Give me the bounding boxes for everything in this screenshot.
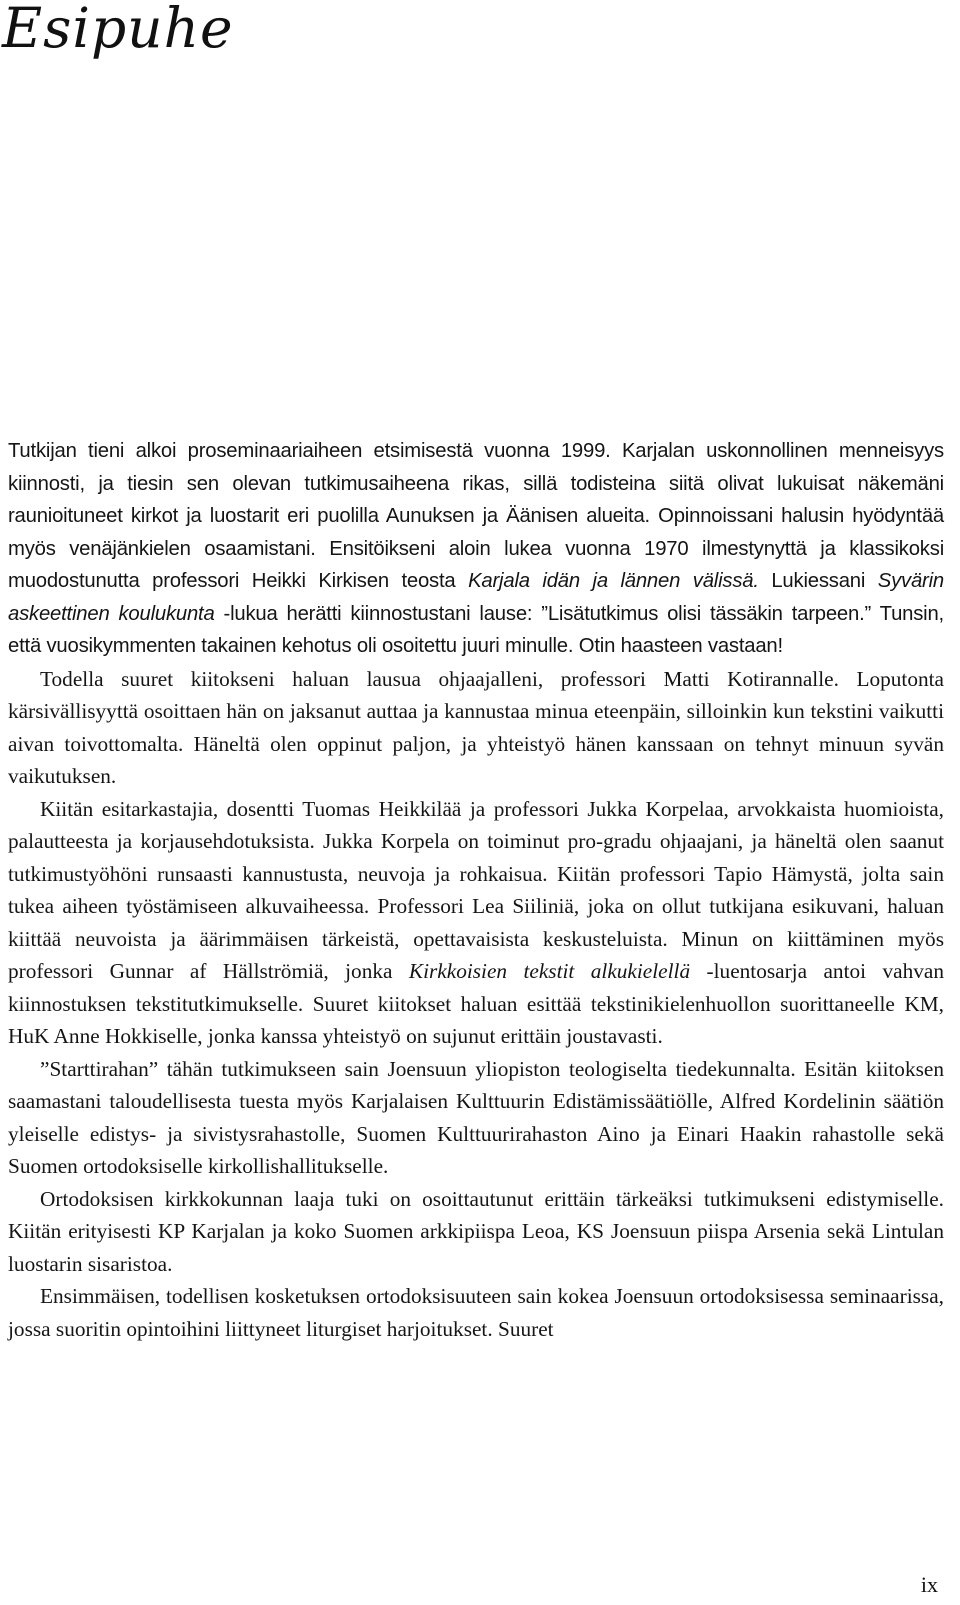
paragraph-4-text: ”Starttirahan” tähän tutkimukseen sain Joensuun yliopiston teologiselta tiedekunnalta. Esitän kiitoksen saamastani taloudellisesta tuesta myös Karjalaisen Kulttuurin Edistämissäätiölle, Alfred Kordelinin säätiön yleiselle edistys- ja sivistysrahastolle, Suomen Kulttuurirahaston Aino ja Einari Haakin rahastolle sekä Suomen ortodoksiselle kirkollishallitukselle. <box>8 1056 944 1178</box>
paragraph-1-text-a: Tutkijan tieni alkoi proseminaariaiheen etsimisestä vuonna 1999. Karjalan uskonnollinen menneisyys kiinnosti, ja tiesin sen olevan tutkimusaiheena rikas, sillä todisteina siitä olivat lukuisat näkemäni raunioituneet kirkot ja luostarit eri puolilla Aunuksen ja Äänisen alueita. Opinnoissani halusin hyödyntää myös venäjänkielen osaamistani. Ensitöikseni aloin lukea vuonna 1970 ilmestynyttä ja klassikoksi muodostunutta professori Heikki Kirkisen teosta <box>8 440 944 592</box>
paragraph-1-text-e: -lukua herätti kiinnostustani lause: ”Lisätutkimus olisi tässäkin tarpeen.” Tunsin, että vuosikymmenten takainen kehotus oli osoitettu juuri minulle. Otin haasteen vastaan! <box>8 602 944 657</box>
chapter-title-syvari: Syvärin askeettinen koulukunta <box>8 570 944 625</box>
paragraph-1-text-c: Lukiessani <box>758 570 878 592</box>
book-title-karjala: Karjala idän ja lännen välissä. <box>468 570 759 592</box>
paragraph-6-text: Ensimmäisen, todellisen kosketuksen ortodoksisuuteen sain kokea Joensuun ortodoksisessa seminaarissa, jossa suoritin opintoihini liittyneet liturgiset harjoitukset. Suuret <box>8 1284 944 1341</box>
paragraph-2-text: Todella suuret kiitokseni haluan lausua ohjaajalleni, professori Matti Kotirannalle. Loputonta kärsivällisyyttä osoittaen hän on jaksanut auttaa ja kannustaa minua eteenpäin, silloinkin kun tekstini vaikutti aivan toivottomalta. Häneltä olen oppinut paljon, ja yhteistyö hänen kanssaan on tehnyt minuun syvän vaikutuksen. <box>8 666 944 788</box>
body-text <box>8 435 944 1345</box>
paragraph-4 <box>8 1053 944 1183</box>
paragraph-5-text: Ortodoksisen kirkkokunnan laaja tuki on osoittautunut erittäin tärkeäksi tutkimukseni edistymiselle. Kiitän erityisesti KP Karjalan ja koko Suomen arkkipiispa Leoa, KS Joensuun piispa Arsenia sekä Lintulan luostarin sisaristoa. <box>8 1186 944 1276</box>
paragraph-2 <box>8 663 944 793</box>
paragraph-1 <box>8 435 944 663</box>
paragraph-3-text-c: -luentosarja antoi vahvan kiinnostuksen tekstitutkimukselle. Suuret kiitokset haluan esittää tekstinikielenhuollon suorittaneelle KM, HuK Anne Hokkiselle, jonka kanssa yhteistyö on sujunut erittäin joustavasti. <box>8 959 944 1048</box>
paragraph-3 <box>8 793 944 1053</box>
page-title: Esipuhe <box>2 0 234 60</box>
paragraph-3-text-a: Kiitän esitarkastajia, dosentti Tuomas Heikkilää ja professori Jukka Korpelaa, arvokkaista huomioista, palautteesta ja korjausehdotuksista. Jukka Korpela on toiminut pro-gradu ohjaajani, ja häneltä olen saanut tutkimustyöhöni runsaasti kannustusta, neuvoja ja rohkaisua. Kiitän professori Tapio Hämystä, jolta sain tukea aiheen työstämiseen alkuvaiheessa. Professori Lea Siiliniä, joka on ollut tutkijana esikuvani, haluan kiittää neuvoista ja äärimmäisen tärkeistä, opettavaisista keskusteluista. Minun on kiittäminen myös professori Gunnar af Hällströmiä, jonka <box>8 796 944 983</box>
paragraph-5 <box>8 1183 944 1281</box>
lecture-series-title: Kirkkoisien tekstit alkukielellä <box>408 959 691 983</box>
paragraph-6 <box>8 1280 944 1345</box>
page-number: ix <box>920 1572 938 1597</box>
